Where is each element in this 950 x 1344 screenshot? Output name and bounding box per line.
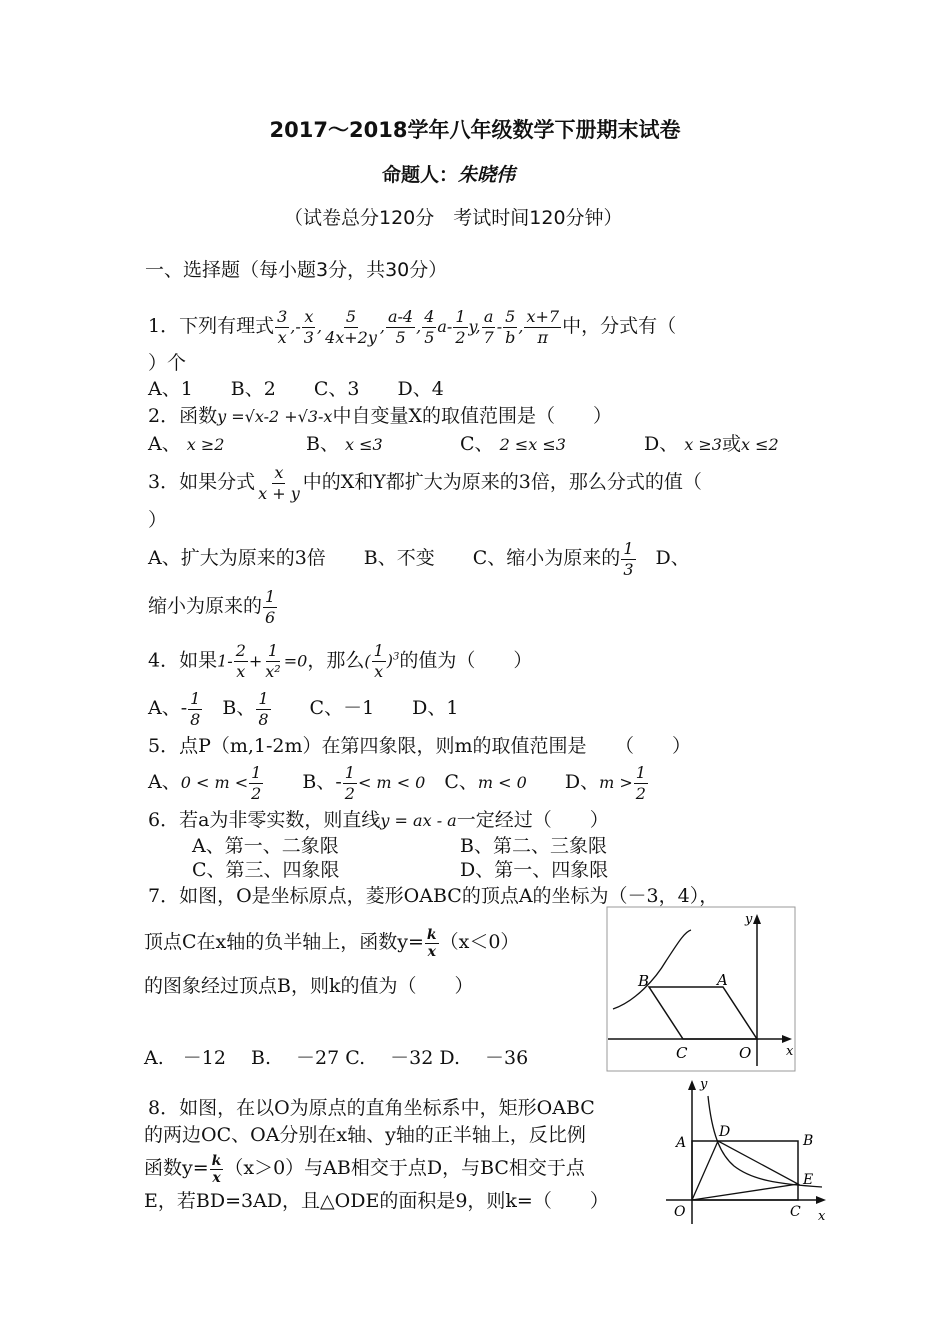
- hyperbola-curve: [613, 930, 691, 1009]
- figure-frame: [607, 907, 795, 1071]
- page-title: 2017～2018学年八年级数学下册期末试卷: [269, 118, 681, 142]
- question-4-options: A、- $\frac{1}{8}$ B、 $\frac{1}{8}$ C、－1 D、1: [148, 688, 459, 729]
- x-axis-arrow: [782, 1035, 792, 1043]
- fraction: $\frac{1}{2}$: [455, 306, 466, 347]
- label-b: B: [638, 972, 650, 990]
- question-2-option-a: A、 x ≥2: [148, 433, 225, 455]
- question-3-options: A、扩大为原来的3倍 B、不变 C、缩小为原来的 $\frac{1}{3}$ D、: [148, 538, 690, 579]
- rhombus-oabc: [649, 987, 757, 1039]
- fraction: $\frac{1}{\text{x²}}$: [265, 640, 281, 681]
- q2-formula: y =√x-2 +√3-x: [217, 407, 333, 426]
- question-4-stem: 4．如果1- $\frac{2}{x}$ + $\frac{1}{\text{x²}}$ =0，那么( $\frac{1}{x}$ )$^3$的值为（ ）: [148, 640, 533, 681]
- label-a: A: [717, 971, 728, 989]
- question-1-stem: 1．下列有理式 $\frac{3}{x}$ ,- $\frac{x}{3}$ , $\frac{5}{4x+2y}$ , $\frac{a-4}{5}$ , $\frac{4}{5}$ a- $\frac{1}{2}$ y, $\frac{a}{7}$ - $\frac{5}{b}$ , $\frac{x+7}{\pi}$ 中，分式有（: [148, 306, 677, 347]
- q1-sign: ,-: [290, 317, 301, 336]
- label-o: O: [674, 1204, 686, 1220]
- q2-suffix: 中自变量X的取值范围是（ ）: [332, 405, 612, 427]
- label-d: D: [719, 1124, 731, 1140]
- label-o: O: [739, 1044, 752, 1062]
- exam-info: （试卷总分120分 考试时间120分钟）: [284, 207, 623, 229]
- fraction: $\frac{x+7}{\pi}$: [526, 306, 560, 347]
- question-6-stem: 6．若a为非零实数，则直线y = ax - a一定经过（ ）: [148, 809, 609, 831]
- question-7-line1: 7．如图，O是坐标原点，菱形OABC的顶点A的坐标为（－3，4），: [148, 885, 719, 907]
- question-5-options: A、0 < m < $\frac{1}{2}$ B、- $\frac{1}{2}$ < m < 0 C、m < 0 D、m > $\frac{1}{2}$: [148, 762, 646, 803]
- question-8-line1: 8．如图，在以O为原点的直角坐标系中，矩形OABC: [148, 1097, 595, 1119]
- fraction: $\frac{x}{3}$: [303, 306, 314, 347]
- fraction: $\frac{1}{2}$: [344, 762, 355, 803]
- label-x: x: [786, 1044, 794, 1059]
- question-7-line3: 的图象经过顶点B，则k的值为（ ）: [144, 975, 474, 997]
- label-x: x: [818, 1209, 826, 1224]
- q1-term: -: [496, 317, 503, 336]
- fraction: $\frac{5}{4x+2y}$: [325, 306, 377, 347]
- question-2-stem: [148, 404, 612, 429]
- question-3-line2: ）: [148, 509, 168, 531]
- fraction: $\frac{k}{x}$: [211, 1152, 222, 1186]
- fraction: $\frac{3}{x}$: [277, 306, 288, 347]
- label-c: C: [676, 1044, 688, 1062]
- question-1-options: A、1 B、2 C、3 D、4: [148, 378, 444, 400]
- fraction: $\frac{1}{8}$: [258, 688, 269, 729]
- fraction: $\frac{k}{x}$: [426, 926, 437, 960]
- fraction: $\frac{1}{3}$: [623, 538, 634, 579]
- q2-prefix: 2．函数: [148, 405, 218, 427]
- label-c: C: [790, 1204, 801, 1220]
- question-7-line2: 顶点C在x轴的负半轴上，函数y= $\frac{k}{x}$ （x＜0）: [144, 926, 520, 960]
- question-8-line2: 的两边OC、OA分别在x轴、y轴的正半轴上，反比例: [144, 1124, 586, 1146]
- question-5-stem: 5．点P（m,1-2m）在第四象限，则m的取值范围是 （ ）: [148, 735, 692, 757]
- triangle-ode: [692, 1141, 798, 1200]
- author-name: 朱晓伟: [458, 164, 516, 186]
- question-6-option-b: B、第二、三象限: [460, 835, 607, 857]
- question-3-stem: 3．如果分式 $\frac{x}{x + y}$ 中的X和Y都扩大为原来的3倍，那么分式的值（: [148, 462, 702, 503]
- q8-figure: [662, 1074, 832, 1234]
- question-3-option-d: 缩小为原来的 $\frac{1}{6}$: [148, 586, 276, 627]
- question-2-option-b: B、 x ≤3: [306, 433, 383, 455]
- question-6-option-d: D、第一、四象限: [460, 859, 609, 881]
- label-y: y: [745, 912, 753, 927]
- fraction: $\frac{2}{x}$: [235, 640, 246, 681]
- question-8-line4: E，若BD=3AD，且△ODE的面积是9，则k=（ ）: [144, 1190, 609, 1212]
- label-y: y: [700, 1077, 708, 1092]
- question-6-option-a: A、第一、二象限: [192, 835, 339, 857]
- fraction: $\frac{1}{6}$: [265, 586, 276, 627]
- fraction: $\frac{a}{7}$: [483, 306, 494, 347]
- question-2-option-c: C、 2 ≤x ≤3: [460, 433, 566, 455]
- fraction: $\frac{1}{8}$: [190, 688, 201, 729]
- label-e: E: [803, 1172, 814, 1188]
- q1-prefix: 1．下列有理式: [148, 315, 275, 337]
- q1-term: a-: [437, 317, 453, 336]
- author-label: 命题人：: [382, 164, 459, 186]
- fraction: $\frac{5}{b}$: [505, 306, 516, 347]
- x-axis-arrow: [816, 1196, 826, 1204]
- fraction: $\frac{1}{2}$: [251, 762, 262, 803]
- fraction: $\frac{x}{x + y}$: [258, 462, 300, 503]
- q7-figure: [606, 906, 796, 1072]
- fraction: $\frac{1}{2}$: [635, 762, 646, 803]
- label-b: B: [803, 1133, 814, 1149]
- y-axis-arrow: [753, 914, 761, 924]
- fraction: $\frac{a-4}{5}$: [387, 306, 414, 347]
- question-6-option-c: C、第三、四象限: [192, 859, 340, 881]
- fraction: $\frac{1}{x}$: [373, 640, 384, 681]
- author-line: [382, 163, 515, 187]
- fraction: $\frac{4}{5}$: [424, 306, 435, 347]
- y-axis-arrow: [688, 1080, 696, 1090]
- question-7-options: A. －12 B. －27 C. －32 D. －36: [144, 1047, 529, 1069]
- label-a: A: [676, 1135, 687, 1151]
- question-2-option-d: D、 x ≥3或x ≤2: [644, 433, 779, 455]
- rectangle-oabc: [692, 1141, 798, 1200]
- question-8-line3: 函数y= $\frac{k}{x}$ （x＞0）与AB相交于点D，与BC相交于点: [144, 1152, 585, 1186]
- question-1-line2: ）个: [148, 352, 187, 374]
- section-heading: 一、选择题（每小题3分，共30分）: [145, 259, 448, 281]
- q1-suffix: 中，分式有（: [562, 315, 677, 337]
- q1-term: y,: [468, 317, 481, 336]
